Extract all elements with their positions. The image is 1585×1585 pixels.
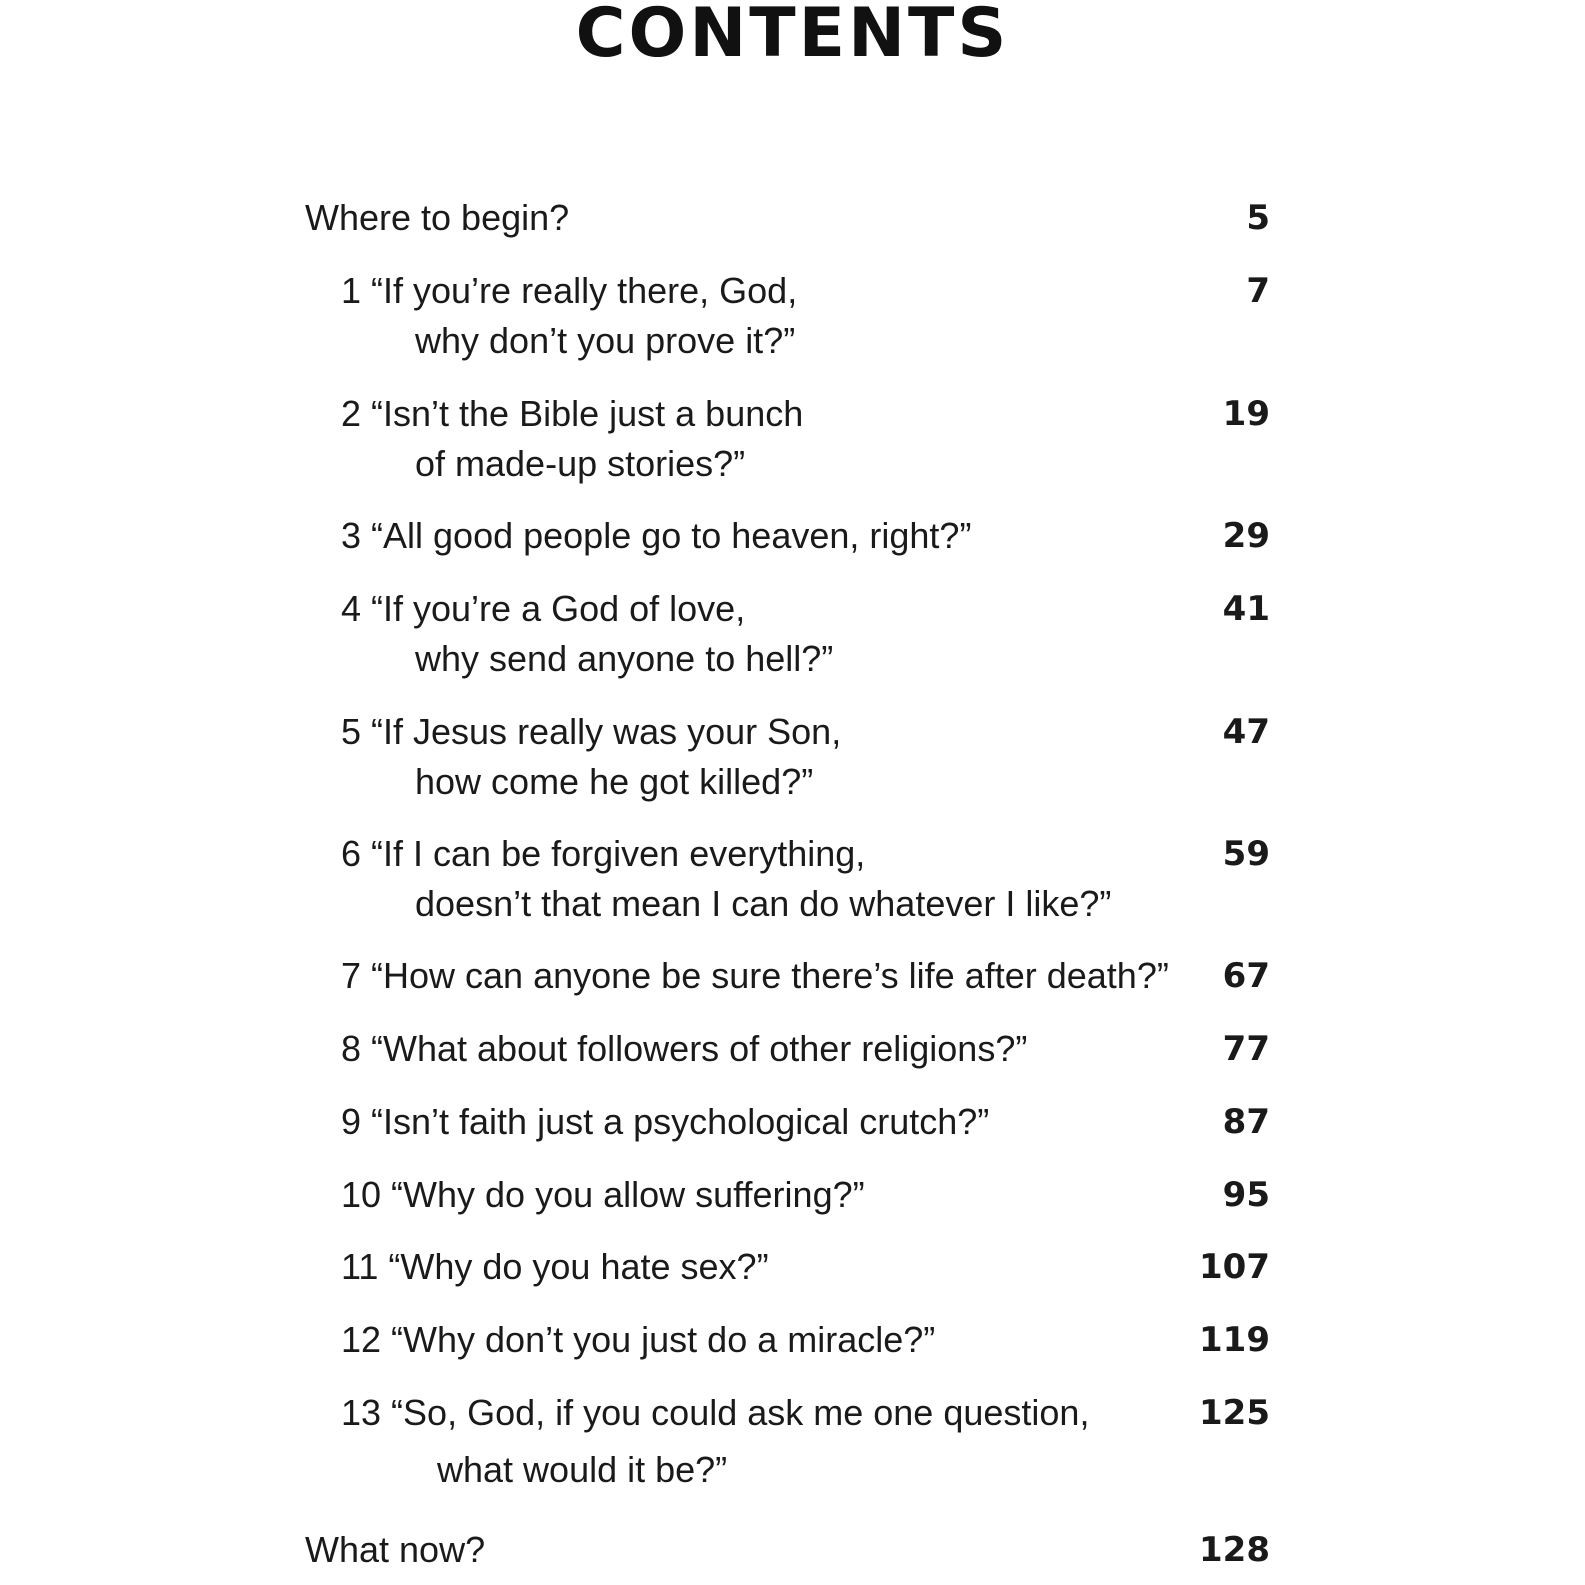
toc-entry-page-number: 5 [1246, 198, 1270, 238]
toc-entry-title: 4 “If you’re a God of love, [341, 588, 746, 629]
toc-entry-title: 2 “Isn’t the Bible just a bunch [341, 393, 804, 434]
toc-entry-title: 3 “All good people go to heaven, right?” [341, 515, 972, 556]
toc-entry-page-number: 29 [1222, 516, 1270, 556]
toc-entry-page-number: 7 [1246, 271, 1270, 311]
toc-entry-title: 7 “How can anyone be sure there’s life after death?” [341, 955, 1169, 996]
page-title: CONTENTS [575, 0, 1010, 73]
toc-entry-page-number: 128 [1199, 1530, 1270, 1570]
toc-entry-page-number: 87 [1222, 1102, 1270, 1142]
toc-entry-page-number: 41 [1222, 589, 1270, 629]
toc-entry-title: 11 “Why do you hate sex?” [341, 1246, 769, 1287]
toc-entry-title: 8 “What about followers of other religions?” [341, 1028, 1028, 1069]
toc-entry-page-number: 47 [1222, 712, 1270, 752]
toc-entry-page-number: 19 [1222, 394, 1270, 434]
toc-entry-title-continued: of made-up stories?” [415, 443, 746, 484]
toc-entry-title: Where to begin? [305, 197, 570, 238]
toc-entry-title-continued: why send anyone to hell?” [415, 638, 834, 679]
toc-entry-page-number: 107 [1199, 1247, 1270, 1287]
toc-entry-title: 13 “So, God, if you could ask me one question, [341, 1392, 1090, 1433]
toc-entry-page-number: 77 [1222, 1029, 1270, 1069]
toc-entry-title: 6 “If I can be forgiven everything, [341, 833, 866, 874]
toc-entry-page-number: 59 [1222, 834, 1270, 874]
toc-entry-title-continued: why don’t you prove it?” [415, 320, 796, 361]
toc-entry-title: What now? [305, 1529, 486, 1570]
toc-entry-title: 1 “If you’re really there, God, [341, 270, 798, 311]
toc-entry-title: 9 “Isn’t faith just a psychological crutch?” [341, 1101, 990, 1142]
toc-entry-title: 10 “Why do you allow suffering?” [341, 1174, 865, 1215]
toc-entry-page-number: 95 [1222, 1175, 1270, 1215]
toc-entry-title: 5 “If Jesus really was your Son, [341, 711, 842, 752]
toc-entry-page-number: 67 [1222, 956, 1270, 996]
toc-entry-title-continued: doesn’t that mean I can do whatever I like?” [415, 883, 1112, 924]
toc-entry-title-continued: what would it be?” [437, 1449, 728, 1490]
toc-entry-page-number: 119 [1199, 1320, 1270, 1360]
toc-entry-title: 12 “Why don’t you just do a miracle?” [341, 1319, 936, 1360]
toc-entry-title-continued: how come he got killed?” [415, 761, 814, 802]
toc-entry-page-number: 125 [1199, 1393, 1270, 1433]
